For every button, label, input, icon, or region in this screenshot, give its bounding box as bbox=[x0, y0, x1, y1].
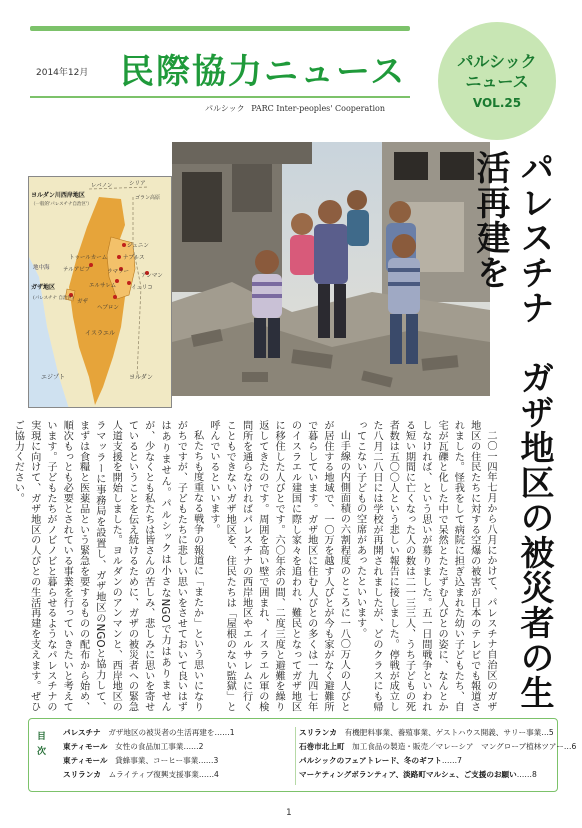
toc-item[interactable]: マーケティングボランティア、淡路町マルシェ、ご支援のお願い……8 bbox=[299, 770, 537, 779]
map-label-tulkarm: トゥールカーム bbox=[69, 255, 108, 261]
article-paragraph: 二〇一四年七月から八月にかけて、パレスチナ自治区のガザ地区の住民たちに対する空爆の被害が日本のテレビでも報道されました。怪我をして病院に担ぎ込まれた幼い子どもたち、自宅が瓦礫と化した中で呆然とたたずむ人びとの姿に、なんとかしなければ、という思いが募りました。五一日間戦争といわれる短い期間に亡くなった人の数は二一三三人、うち子どもの死者数は五〇〇人という悲しい報告に接しました。停戦が成立した八月二八日には学校が再開されましたが、どのクラスにも帰ってこない子どもの空席があったといいます。 bbox=[354, 420, 496, 712]
toc-label: 目次 bbox=[35, 731, 45, 761]
table-of-contents bbox=[28, 718, 577, 792]
palestine-map bbox=[28, 176, 172, 408]
map-label-gaza-note: (パレスチナ 自治区) bbox=[33, 296, 74, 301]
article-paragraph: 山手線の内側面積の六割程度のところに一八〇万人の人びとが居住する地域で、一〇万を越す人びとが今も家がなく避難所で暮らしています。ガザ地区に住む人びとの多くは一九四七年のイスラエル建国に際し家々を追われ、難民となってガザ地区に移住した人びとです。六〇年余の間、二度三度と避難を繰り返してきたのです。周囲を高い壁で囲まれ、イスラエル軍の検問所を通らなければパレスチナの西岸地区やエルサレムに行くこともできないガザ地区を、住民たちは「屋根のない監獄」と呼んでいるといいます。 bbox=[207, 420, 350, 712]
article-body bbox=[12, 420, 498, 712]
map-label-lebanon: レバノン bbox=[91, 183, 113, 189]
map-label-nablus: ナブルス bbox=[123, 255, 145, 261]
map-label-golan: ゴラン高原 bbox=[135, 195, 161, 201]
masthead-title: 民際協力ニュース bbox=[120, 52, 407, 92]
map-label-jericho: イェリコ bbox=[131, 285, 153, 291]
toc-item[interactable]: 東ティモール 女性の食品加工事業……2 bbox=[63, 742, 204, 751]
map-label-jerusalem: エルサレム bbox=[89, 283, 117, 289]
map-label-egypt: エジプト bbox=[41, 374, 66, 381]
map-label-jordan: ヨルダン bbox=[129, 374, 153, 381]
toc-item[interactable]: スリランカ ムライティブ復興支援事業……4 bbox=[63, 770, 219, 779]
map-label-syria: シリア bbox=[129, 181, 146, 187]
map-label-mediterranean: 地中海 bbox=[33, 265, 50, 271]
map-label-amman: アンマン bbox=[141, 273, 163, 279]
toc-item[interactable]: スリランカ 有機肥料事業、養殖事業、ゲストハウス開義、サリー事業…5 bbox=[299, 728, 554, 737]
org-english: PARC Inter-peoples' Cooperation bbox=[251, 104, 385, 113]
map-label-telaviv: テルアビブ bbox=[63, 267, 91, 273]
map-label-gaza-strip: ガザ地区 bbox=[31, 284, 56, 291]
top-green-rule bbox=[30, 26, 410, 31]
article-paragraph: 私たちも度重なる戦争の報道に「またか」という思いになりがちですが、子どもたちに悲しい思いをさせておいて良いはずはありません。パルシックは小さなNGOで力はありませんが、少なくとも私たちは皆さんの苦しみ、悲しみに思いを寄せているということを伝え続けるために、ガザの被災者への緊急人道支援を開始しました。ヨルダンのアンマンと、西岸地区のラマッラーに事務局を設置し、ガザ地区のNGOと協力して、まずは食糧と医薬品という緊急を要するものの配布から始め、順次もっとも必要とされている事業を行っていきたいと考えています。子どもたちがノビノビと暮らせるようなパレスチナの実現に向けて、ガザ地区の人びとの生活再建を支えます。ぜひご協力ください。 bbox=[12, 420, 203, 712]
masthead-underline bbox=[30, 96, 410, 98]
org-name: パルシック bbox=[205, 104, 245, 113]
map-label-westbank-note: （一般的'パレスチナ自治区'） bbox=[31, 202, 92, 207]
photo-illustration bbox=[172, 142, 490, 396]
map-graphic bbox=[29, 177, 172, 408]
badge-volume: VOL.25 bbox=[472, 96, 522, 110]
map-label-hebron: ヘブロン bbox=[97, 305, 119, 311]
badge-line-2: ニュース bbox=[465, 72, 529, 91]
children-rubble-photo bbox=[172, 142, 490, 396]
main-headline: パレスチナ ガザ地区の被災者の生活再建を bbox=[470, 150, 554, 710]
page-number: 1 bbox=[286, 808, 292, 818]
issue-date: 2014年12月 bbox=[36, 68, 89, 78]
map-label-westbank: ヨルダン川西岸地区 bbox=[31, 192, 85, 199]
badge-line-1: パルシック bbox=[457, 52, 537, 71]
organization-line bbox=[205, 103, 385, 114]
map-label-jenin: ジェニン bbox=[127, 243, 149, 249]
volume-badge bbox=[438, 22, 556, 140]
toc-item[interactable]: 石巻市北上町 加工食品の製造・販売／マレーシア マングローブ植林ツアー…6 bbox=[299, 742, 577, 751]
map-label-gaza: ガザ bbox=[77, 299, 89, 305]
map-label-israel: イスラエル bbox=[85, 330, 115, 337]
toc-item[interactable]: 東ティモール 貸蜂事業、コーヒー事業……3 bbox=[63, 756, 219, 765]
toc-right-column bbox=[299, 726, 577, 782]
toc-left-column bbox=[63, 726, 293, 782]
toc-item[interactable]: パルシックのフェアトレード、冬のギフト……7 bbox=[299, 756, 462, 765]
map-label-ramallah: ラマラー bbox=[107, 269, 130, 275]
toc-item[interactable]: パレスチナ ガザ地区の被災者の生活再建を……1 bbox=[63, 728, 235, 737]
toc-divider bbox=[295, 727, 296, 785]
